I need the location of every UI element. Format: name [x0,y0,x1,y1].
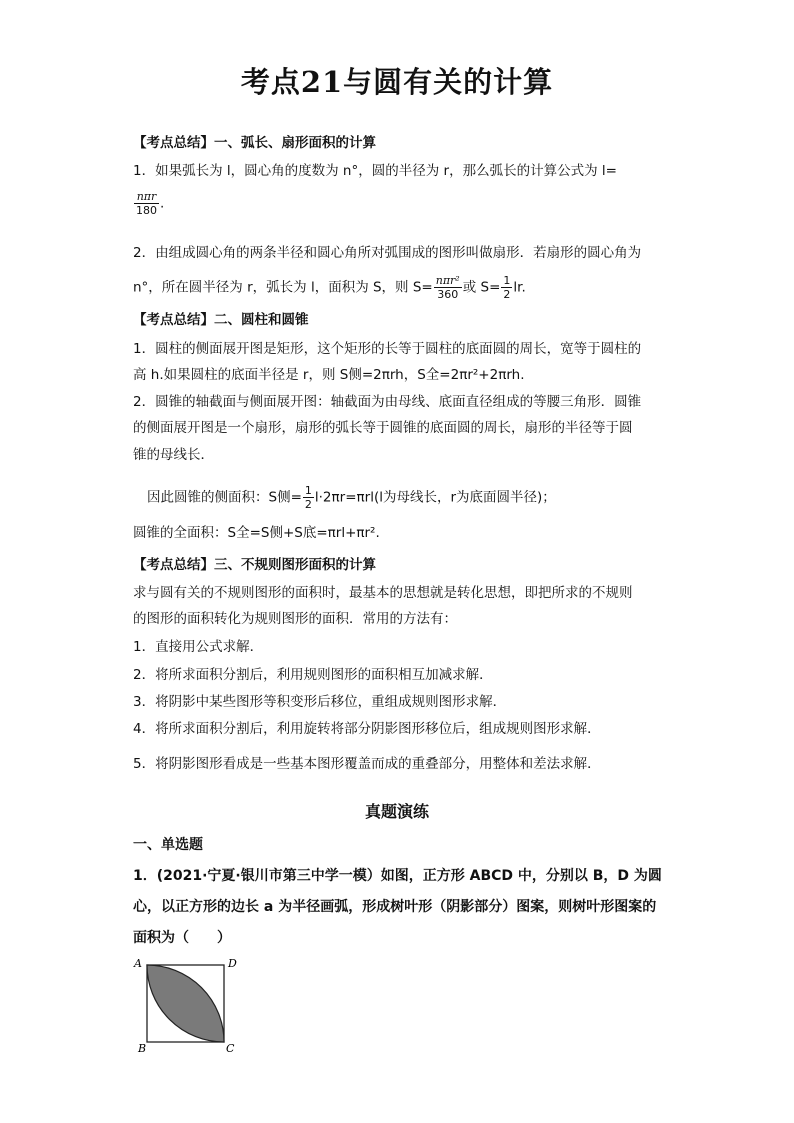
formula-end: lr. [513,279,526,296]
s1-p1-text: 1．如果弧长为 l，圆心角的度数为 n°，圆的半径为 r，那么弧长的计算公式为 l= [133,163,617,179]
fraction-one-half [303,484,314,511]
page-title: 考点21与圆有关的计算 [240,65,554,99]
or-text: 或 S= [462,279,501,296]
section-single-choice: 一、单选题 [133,837,203,853]
question-1-line-1: 1．(2021·宁夏·银川市第三中学一模）如图，正方形 ABCD 中，分别以 B，D 为圆 [133,868,662,884]
section-1-heading: 【考点总结】一、弧长、扇形面积的计算 [133,135,376,151]
s2-p2-line-1: 2．圆锥的轴截面与侧面展开图：轴截面为由母线、底面直径组成的等腰三角形．圆锥 [133,394,642,410]
fraction-numerator: 1 [304,484,312,497]
method-item: 2．将所求面积分割后，利用规则图形的面积相互加减求解． [133,667,493,683]
fraction-one-half [501,274,512,301]
fraction-denominator: 360 [437,288,459,301]
fraction-numerator: 1 [503,274,511,287]
vertex-label-d: D [228,957,237,970]
method-item: 1．直接用公式求解． [133,639,264,655]
period: . [160,195,165,212]
fraction-sector-area [434,274,462,301]
leaf-shaded-region [147,965,224,1042]
question-1-line-2: 心，以正方形的边长 a 为半径画弧，形成树叶形（阴影部分）图案，则树叶形图案的 [133,899,657,915]
question-1-line-3: 面积为（ ） [133,930,231,946]
cone-lateral-text: 因此圆锥的侧面积：S侧= [147,489,302,506]
fraction-numerator: nπr [134,190,159,204]
fraction-denominator: 180 [136,204,157,217]
fraction-denominator: 2 [304,498,312,511]
practice-heading: 真题演练 [364,802,429,821]
s1-paragraph-1 [133,162,617,180]
vertex-label-c: C [226,1042,235,1055]
s3-line-2: 的图形的面积转化为规则图形的面积．常用的方法有： [133,611,457,627]
method-item: 4．将所求面积分割后，利用旋转将部分阴影图形移位后，组成规则图形求解． [133,721,601,737]
s2-p2-line-2: 的侧面展开图是一个扇形，扇形的弧长等于圆锥的底面圆的周长，扇形的半径等于圆 [133,420,633,436]
vertex-label-a: A [134,957,142,970]
fraction-denominator: 2 [503,288,511,301]
method-item: 3．将阴影中某些图形等积变形后移位，重组成规则图形求解． [133,694,507,710]
sector-area-text: n°，所在圆半径为 r，弧长为 l，面积为 S，则 S= [133,279,433,296]
method-item: 5．将阴影图形看成是一些基本图形覆盖而成的重叠部分，用整体和差法求解． [133,756,601,772]
section-3-heading: 【考点总结】三、不规则图形面积的计算 [133,557,376,573]
s2-p1-line-2: 高 h.如果圆柱的底面半径是 r，则 S侧=2πrh，S全=2πr²+2πrh. [133,367,525,383]
leaf-figure [130,955,240,1055]
s1-paragraph-2-line-1: 2．由组成圆心角的两条半径和圆心角所对弧围成的图形叫做扇形．若扇形的圆心角为 [133,245,642,261]
s2-p1-line-1: 1．圆柱的侧面展开图是矩形，这个矩形的长等于圆柱的底面圆的周长，宽等于圆柱的 [133,341,642,357]
s3-line-1: 求与圆有关的不规则图形的面积时，最基本的思想就是转化思想，即把所求的不规则 [133,585,633,601]
fraction-arc-length [134,190,159,217]
cone-lateral-formula: l·2πr=πrl(l为母线长，r为底面圆半径)； [314,489,556,506]
vertex-label-b: B [138,1042,147,1055]
s2-p2-line-3: 锥的母线长． [133,447,214,463]
s2-p3 [147,484,556,511]
s2-p4: 圆锥的全面积：S全=S侧+S底=πrl+πr². [133,525,380,541]
arc-length-formula [133,190,164,217]
s1-paragraph-2-line-2 [133,274,526,301]
fraction-numerator: nπr² [435,274,460,287]
section-2-heading: 【考点总结】二、圆柱和圆锥 [133,312,309,328]
